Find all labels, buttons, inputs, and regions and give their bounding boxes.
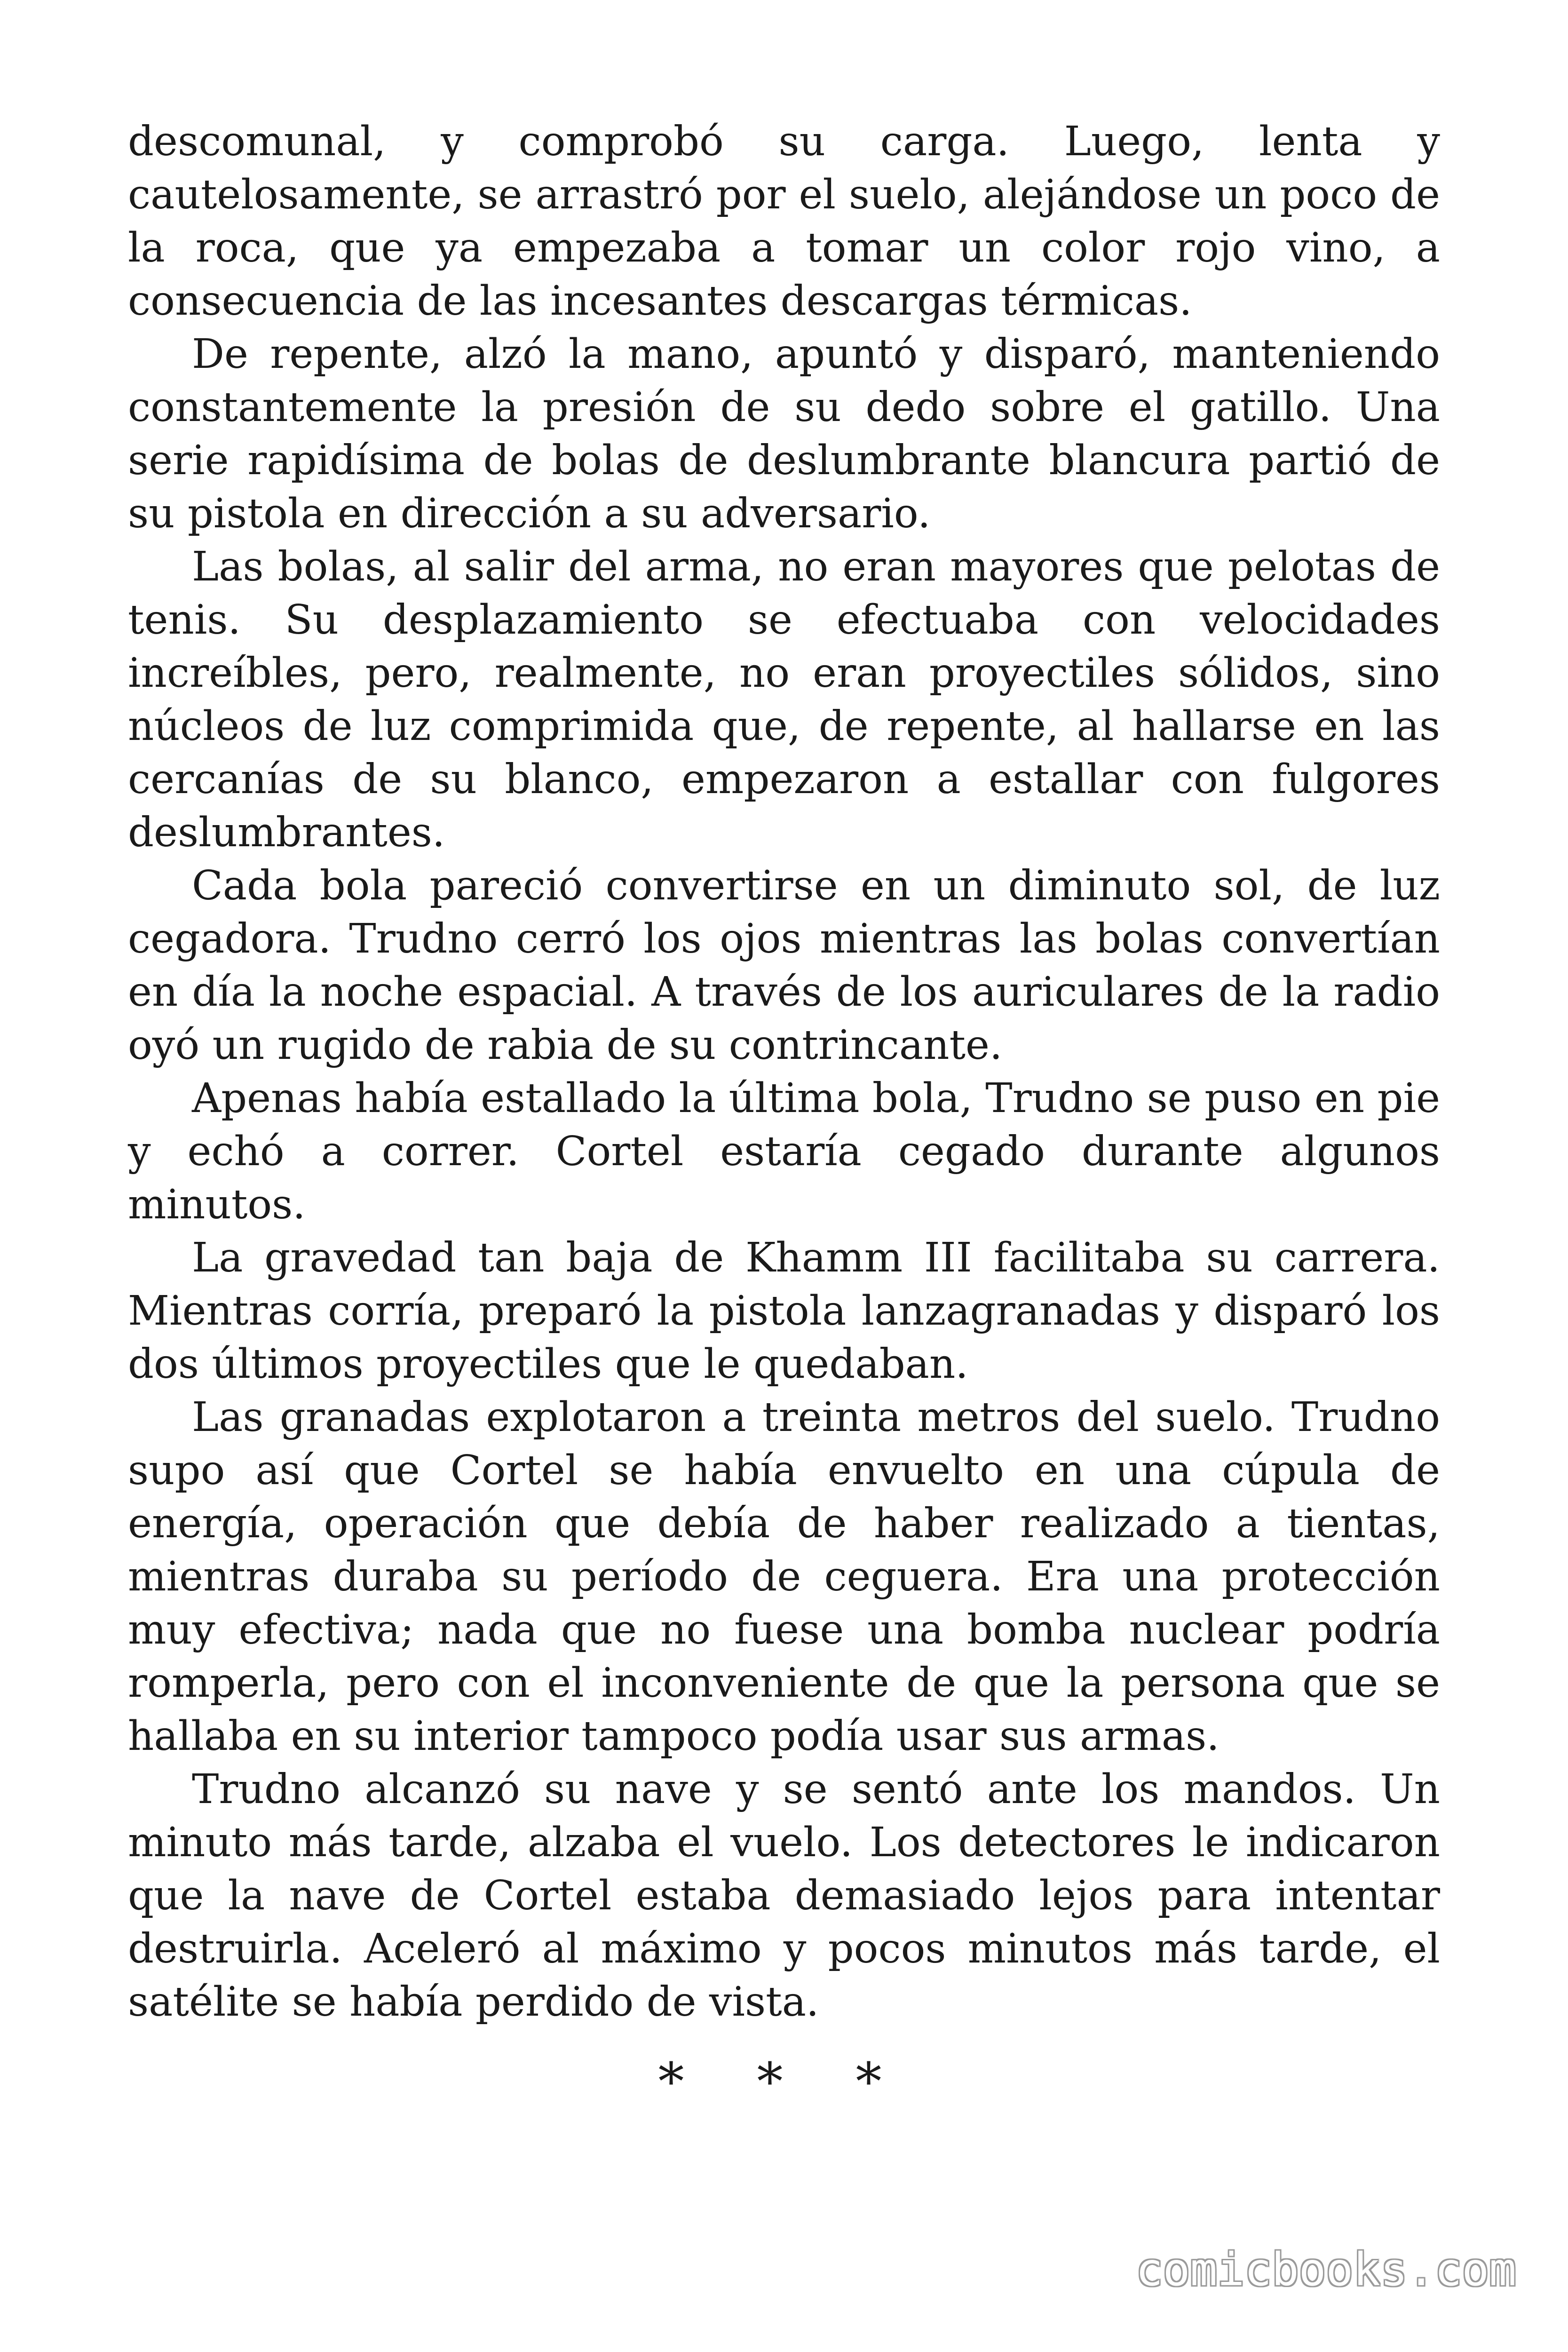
paragraph: Cada bola pareció convertirse en un diminuto sol, de luz cegadora. Trudno cerró los ojos mientras las bolas convertían en día la noche espacial. A través de los auriculares de la radio oyó un rugido de rabia de su contrincante.: [128, 862, 1440, 1069]
paragraph: Trudno alcanzó su nave y se sentó ante los mandos. Un minuto más tarde, alzaba el vuelo. Los detectores le indicaron que la nave de Cortel estaba demasiado lejos para intentar destruirla. Aceleró al máximo y pocos minutos más tarde, el satélite se había perdido de vista.: [128, 1766, 1440, 2026]
paragraph: Apenas había estallado la última bola, Trudno se puso en pie y echó a correr. Cortel estaría cegado durante algunos minutos.: [128, 1075, 1440, 1228]
paragraph: Las granadas explotaron a treinta metros del suelo. Trudno supo así que Cortel se había envuelto en una cúpula de energía, operación que debía de haber realizado a tientas, mientras duraba su período de ceguera. Era una protección muy efectiva; nada que no fuese una bomba nuclear podría romperla, pero con el inconveniente de que la persona que se hallaba en su interior tampoco podía usar sus armas.: [128, 1394, 1440, 1760]
paragraph: Las bolas, al salir del arma, no eran mayores que pelotas de tenis. Su desplazamiento se efectuaba con velocidades increíbles, pero, realmente, no eran proyectiles sólidos, sino núcleos de luz comprimida que, de repente, al hallarse en las cercanías de su blanco, empezaron a estallar con fulgores deslumbrantes.: [128, 543, 1440, 856]
paragraph: La gravedad tan baja de Khamm III facilitaba su carrera. Mientras corría, preparó la pistola lanzagranadas y disparó los dos últimos proyectiles que le quedaban.: [128, 1234, 1440, 1388]
section-separator: * * *: [658, 2051, 910, 2112]
paragraph-continued: descomunal, y comprobó su carga. Luego, lenta y cautelosamente, se arrastró por el suelo, alejándose un poco de la roca, que ya empezaba a tomar un color rojo vino, a consecuencia de las incesantes descargas térmicas.: [128, 118, 1440, 325]
paragraph: De repente, alzó la mano, apuntó y disparó, manteniendo constantemente la presión de su dedo sobre el gatillo. Una serie rapidísima de bolas de deslumbrante blancura partió de su pistola en dirección a su adversario.: [128, 331, 1440, 537]
watermark: comicbooks.com: [1135, 2243, 1516, 2296]
body-text: [128, 115, 1440, 2029]
